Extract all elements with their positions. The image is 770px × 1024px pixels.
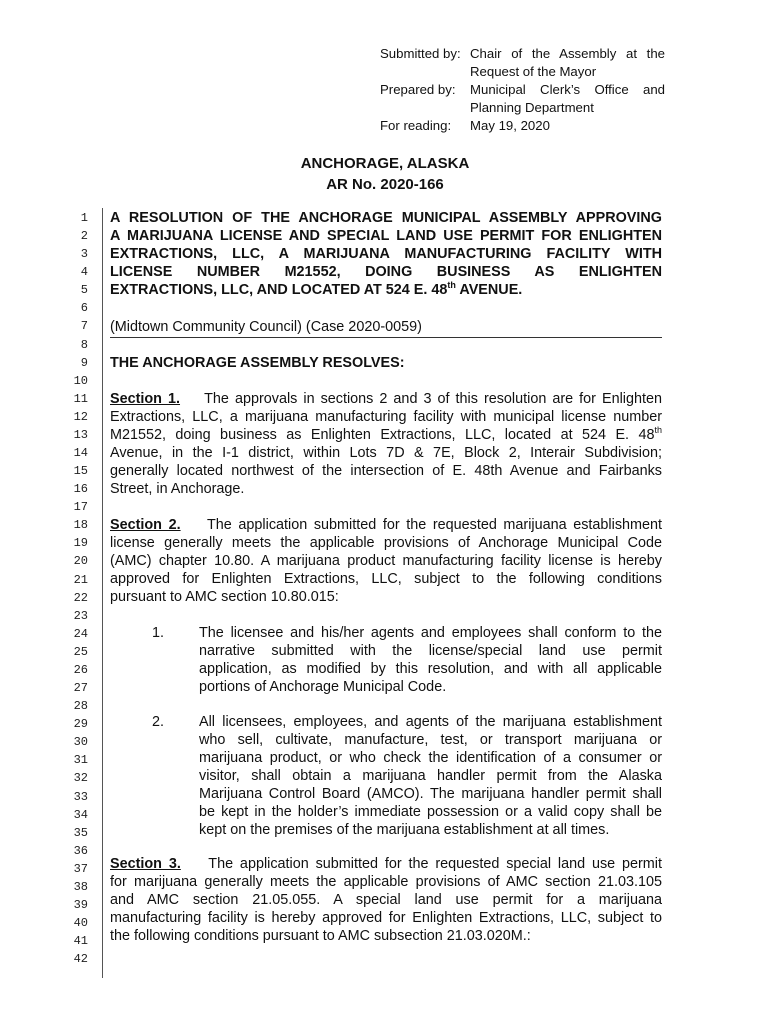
resolves-heading: THE ANCHORAGE ASSEMBLY RESOLVES: [110, 355, 405, 371]
condition-1-number: 1. [152, 625, 165, 641]
section-2-line: Section 2. The application submitted for the requested marijuana establishment [110, 517, 663, 533]
section-2-label: Section 2. [110, 517, 181, 533]
resolution-title-line: EXTRACTIONS, LLC, A MARIJUANA MANUFACTURING FACILITY WITH [110, 246, 662, 263]
section-1-line: Extractions, LLC, a marijuana manufacturing facility with municipal license number [110, 409, 662, 426]
section-1-label: Section 1. [110, 391, 181, 407]
condition-2-line: All licensees, employees, and agents of the marijuana establishment [199, 714, 662, 730]
line-number: 15 [73, 464, 88, 479]
section-1-line: Street, in Anchorage. [110, 481, 245, 498]
submitted-by-label: Submitted by: [380, 46, 461, 61]
section-1-line: M21552, doing business as Enlighten Extractions, LLC, located at 524 E. 48th [110, 425, 662, 444]
line-number: 17 [73, 500, 88, 515]
resolution-title-line: LICENSE NUMBER M21552, DOING BUSINESS AS ENLIGHTEN [110, 264, 662, 281]
condition-2-line: kept on the premises of the marijuana establishment at all times. [199, 822, 610, 839]
line-number: 36 [73, 843, 88, 858]
section-3-line: Section 3. The application submitted for the requested special land use permit [110, 856, 662, 872]
line-number: 13 [73, 427, 88, 442]
condition-2-line: be kept in the holder’s immediate possession or a valid copy shall be [199, 804, 662, 821]
resolution-title [110, 209, 662, 299]
line-number: 5 [80, 283, 88, 298]
for-reading-row [380, 117, 665, 135]
section-2 [110, 516, 662, 606]
for-reading-value: May 19, 2020 [470, 118, 550, 133]
line-number: 4 [80, 265, 88, 280]
line-number: 38 [73, 879, 88, 894]
ar-number: AR No. 2020-166 [326, 176, 444, 193]
section-1-line: Section 1. The approvals in sections 2 and 3 of this resolution are for Enlighten [110, 391, 663, 407]
condition-2-line: marijuana product, or who check the identification of a consumer or [199, 750, 662, 767]
document-header [380, 45, 665, 135]
condition-2-line: Marijuana Control Board (AMCO). The marijuana handler permit shall [199, 786, 662, 803]
resolution-title-line: A MARIJUANA LICENSE AND SPECIAL LAND USE PERMIT FOR ENLIGHTEN [110, 228, 662, 245]
section-2-line: pursuant to AMC section 10.80.015: [110, 589, 339, 606]
line-number: 39 [73, 897, 88, 912]
condition-1-line: The licensee and his/her agents and employees shall conform to the [199, 625, 662, 641]
line-number: 2 [80, 229, 88, 244]
line-number: 16 [73, 482, 88, 497]
line-number: 37 [73, 861, 88, 876]
line-number: 1 [80, 211, 88, 225]
condition-1-line: narrative submitted with the license/special land use permit [199, 643, 662, 660]
section-1 [110, 390, 662, 498]
line-number: 20 [73, 554, 88, 569]
line-number: 25 [73, 644, 88, 659]
section-2-line: (AMC) chapter 10.80. A marijuana product manufacturing facility license is hereby [110, 553, 662, 570]
prepared-by-value-2: Planning Department [470, 100, 594, 115]
section-3-line: the following conditions pursuant to AMC subsection 21.03.020M.: [110, 928, 531, 945]
line-number: 21 [73, 572, 88, 587]
submitted-by-row [380, 45, 665, 63]
condition-1-line: application, as modified by this resolution, and with all applicable [199, 661, 662, 678]
line-number: 27 [73, 681, 88, 696]
line-number: 29 [73, 717, 88, 732]
line-number: 41 [73, 934, 88, 949]
line-number: 9 [80, 355, 88, 370]
line-number: 23 [73, 608, 88, 623]
section-3-label: Section 3. [110, 856, 181, 872]
section-1-line: Avenue, in the I-1 district, within Lots 7D & 7E, Block 2, Interair Subdivision; [110, 445, 662, 462]
prepared-by-value-1: Municipal Clerk’s Office and [470, 82, 665, 97]
resolution-title-line: EXTRACTIONS, LLC, AND LOCATED AT 524 E. 48th AVENUE. [110, 280, 523, 299]
line-number: 8 [80, 337, 88, 352]
condition-2-line: who sell, cultivate, manufacture, test, or transport marijuana or [199, 732, 662, 749]
line-number: 26 [73, 662, 88, 677]
line-number: 6 [80, 301, 88, 316]
line-number: 32 [73, 771, 88, 786]
section-1-line: generally located northwest of the intersection of E. 48th Avenue and Fairbanks [110, 463, 662, 480]
line-number: 10 [73, 373, 88, 388]
condition-2-line: visitor, shall obtain a marijuana handler permit from the Alaska [199, 768, 662, 785]
prepared-by-label: Prepared by: [380, 82, 456, 97]
line-number: 34 [73, 807, 88, 822]
section-3 [110, 855, 662, 945]
line-number: 11 [73, 391, 88, 406]
line-number: 14 [73, 446, 88, 461]
line-number: 42 [73, 952, 88, 967]
for-reading-label: For reading: [380, 118, 452, 133]
condition-1 [110, 624, 662, 696]
line-number: 30 [73, 735, 88, 750]
line-number: 12 [73, 409, 88, 424]
condition-2 [110, 713, 662, 840]
section-3-line: for marijuana generally meets the applicable provisions of AMC section 21.03.105 [110, 874, 662, 891]
line-number: 7 [80, 319, 88, 334]
section-2-line: approved for Enlighten Extractions, LLC, subject to the following conditions [110, 571, 662, 588]
resolution-title-line: A RESOLUTION OF THE ANCHORAGE MUNICIPAL ASSEMBLY APPROVING [110, 210, 662, 226]
line-number: 31 [73, 753, 88, 768]
prepared-by-row-2 [380, 99, 665, 117]
council-case: (Midtown Community Council) (Case 2020-0059) [110, 318, 662, 338]
section-2-line: license generally meets the applicable provisions of Anchorage Municipal Code [110, 535, 662, 552]
condition-2-number: 2. [152, 714, 165, 730]
line-number: 18 [73, 518, 88, 533]
line-number: 19 [73, 536, 88, 551]
condition-1-line: portions of Anchorage Municipal Code. [199, 679, 447, 696]
line-number: 40 [73, 916, 88, 931]
line-number: 24 [73, 626, 88, 641]
line-numbers [60, 209, 88, 968]
submitted-by-value-2: Request of the Mayor [470, 64, 597, 79]
line-number: 33 [73, 789, 88, 804]
prepared-by-row [380, 81, 665, 99]
line-number: 3 [80, 247, 88, 262]
section-3-line: manufacturing facility is hereby approved for Enlighten Extractions, LLC, subject to [110, 910, 662, 927]
submitted-by-value-1: Chair of the Assembly at the [470, 46, 665, 61]
line-number: 35 [73, 825, 88, 840]
submitted-by-row-2 [380, 63, 665, 81]
section-3-line: and AMC section 21.05.055. A special land use permit for a marijuana [110, 892, 662, 909]
line-number: 28 [73, 699, 88, 714]
line-number: 22 [73, 590, 88, 605]
city-title: ANCHORAGE, ALASKA [300, 155, 470, 172]
margin-rule [102, 208, 103, 978]
